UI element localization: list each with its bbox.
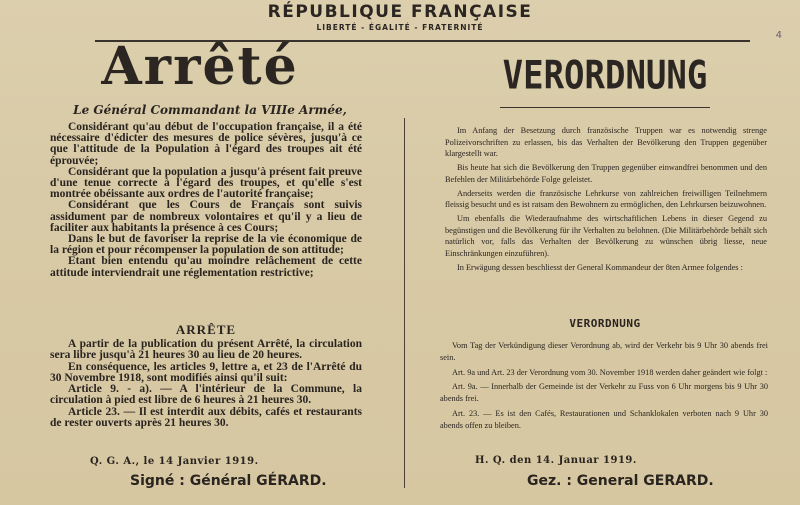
french-article: Article 23. — Il est interdit aux débits, cafés et restaurants de rester ouverts après 21 heures 30. <box>50 405 362 430</box>
column-divider <box>404 118 405 488</box>
german-title-rule <box>500 107 710 108</box>
german-paragraph: Bis heute hat sich die Bevölkerung den Truppen gegenüber einwandfrei benommen und den Befehlen der Militärbehörde Folge geleistet. <box>445 163 767 184</box>
french-issuer: Le Général Commandant la VIIIe Armée, <box>73 103 347 117</box>
german-paragraph: Im Anfang der Besetzung durch französische Truppen war es notwendig strenge Polizeivorschriften zu erlassen, bis das Verhalten der Bevölkerung den Truppen gegenüber klargestellt war. <box>445 126 767 159</box>
french-article: En conséquence, les articles 9, lettre a, et 23 de l'Arrêté du 30 Novembre 1918, sont modifiés ainsi qu'il suit: <box>50 360 362 384</box>
french-consideration: Etant bien entendu qu'au moindre relâchement de cette attitude interviendrait une réglementation restrictive; <box>50 255 362 279</box>
german-date: H. Q. den 14. Januar 1919. <box>475 455 637 466</box>
french-consideration: Considérant que la population a jusqu'à présent fait preuve d'une tenue correcte à l'égard des troupes, et qu'elle s'est montrée obéissante aux ordres de l'autorité française; <box>50 165 362 201</box>
french-consideration: Considérant qu'au début de l'occupation française, il a été nécessaire d'édicter des mesures de police sévères, jusqu'à ce que l'attitude de la Population à l'égard des troupes ait été éprouvée; <box>50 121 362 167</box>
page-number: 4 <box>775 30 782 41</box>
german-article: Art. 23. — Es ist den Cafés, Restaurationen und Schanklokalen verboten nach 9 Uhr 30 abends offen zu bleiben. <box>440 408 768 430</box>
french-consideration: Considérant que les Cours de Français sont suivis assidument par de nombreux volontaires et qu'il y a lieu de faciliter aux habitants la présence à ces Cours; <box>50 199 362 234</box>
french-considerations <box>50 122 362 279</box>
german-paragraph: Um ebenfalls die Wiederaufnahme des wirtschaftlichen Lebens in dieser Gegend zu begünstigen und die Bevölkerung für ihr Verhalten zu belohnen. (Die Militärbehörde behält sich natürlich vor, falls das Verhalten der Bevölkerung zu wünschen übrig liesse, neue Einschränkungen einzuführen). <box>445 213 767 259</box>
german-title: VERORDNUNG <box>502 53 708 99</box>
french-consideration: Dans le but de favoriser la reprise de la vie économique de la région et pour récompenser la population de son attitude; <box>50 233 362 257</box>
german-paragraph: Anderseits werden die französische Lehrkurse von zahlreichen freiwilligen Teilnehmern fleissig besucht und es ist ratsam den Bewohnern zu ermöglichen, den Lehrkursen beizuwohnen. <box>445 188 767 210</box>
french-articles <box>50 339 362 429</box>
german-article: Vom Tag der Verkündigung dieser Verordnung ab, wird der Verkehr bis 9 Uhr 30 abends frei sein. <box>440 341 768 362</box>
french-article: Article 9. - a). — A l'intérieur de la Commune, la circulation à pied est libre de 6 heures à 21 heures 30. <box>50 383 362 407</box>
french-date: Q. G. A., le 14 Janvier 1919. <box>90 456 259 467</box>
german-paragraph: In Erwägung dessen beschliesst der General Kommandeur der 8ten Armee folgendes : <box>457 262 743 272</box>
french-arrete-heading: ARRÊTE <box>175 322 237 337</box>
german-paragraphs <box>445 125 767 275</box>
header-title: RÉPUBLIQUE FRANÇAISE <box>267 2 533 22</box>
header-motto: LIBERTÉ - ÉGALITÉ - FRATERNITÉ <box>316 23 484 32</box>
german-article: Art. 9a. — Innerhalb der Gemeinde ist der Verkehr zu Fuss von 6 Uhr morgens bis 9 Uhr 30 abends frei. <box>440 382 768 404</box>
german-signature: Gez. : General GERARD. <box>527 473 714 489</box>
french-title: Arrêté <box>101 36 299 97</box>
french-article: A partir de la publication du présent Arrêté, la circulation sera libre jusqu'à 21 heures 30 au lieu de 20 heures. <box>50 338 362 362</box>
german-verordnung-heading: VERORDNUNG <box>569 317 641 330</box>
german-article: Art. 9a und Art. 23 der Verordnung vom 30. November 1918 werden daher geändert wie folgt : <box>452 367 768 377</box>
german-articles <box>440 340 768 435</box>
french-signature: Signé : Général GÉRARD. <box>130 473 327 489</box>
